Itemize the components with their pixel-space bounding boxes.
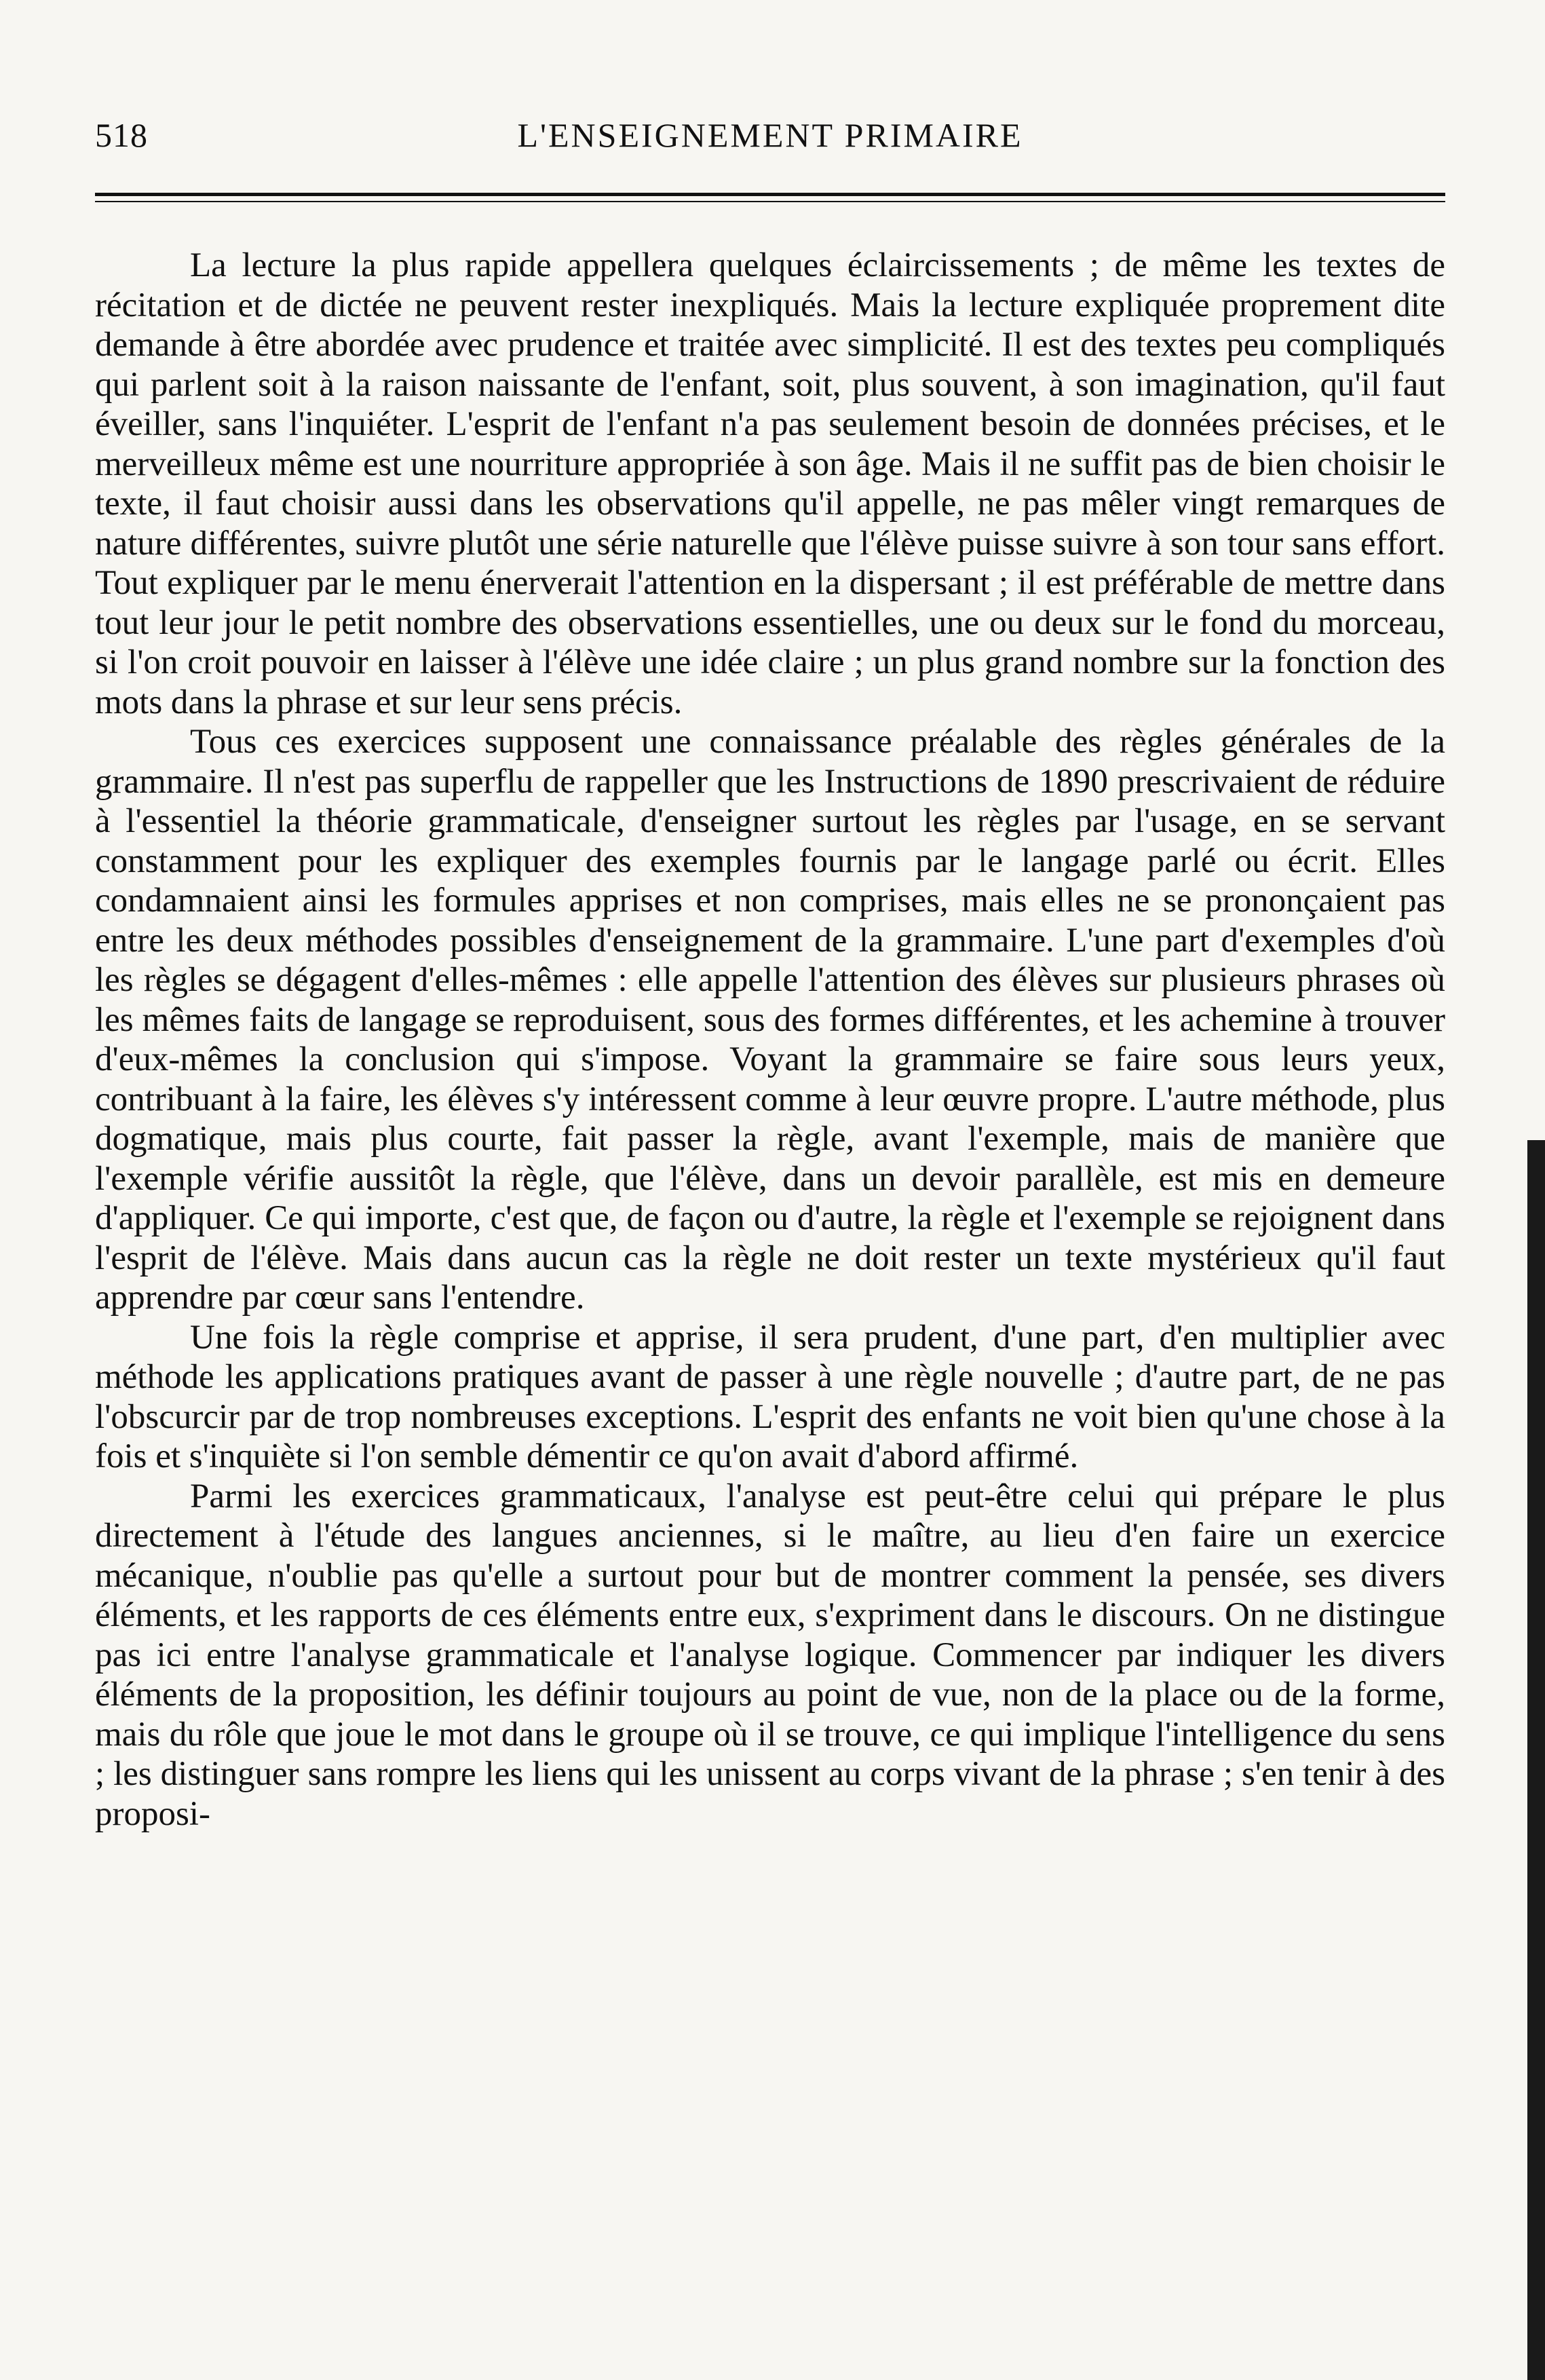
paragraph: Tous ces exercices supposent une connaissance préalable des règles générales de la grammaire. Il n'est pas superflu de rappeller que les Instructions de 1890 prescrivaient de réduire à l'essentiel la théorie grammaticale, d'enseigner surtout les règles par l'usage, en se servant constamment pour les expliquer des exemples fournis par le langage parlé ou écrit. Elles condamnaient ainsi les formules apprises et non comprises, mais elles ne se prononçaient pas entre les deux méthodes possibles d'enseignement de la grammaire. L'une part d'exemples d'où les règles se dégagent d'elles-mêmes : elle appelle l'attention des élèves sur plusieurs phrases où les mêmes faits de langage se reproduisent, sous des formes différentes, et les achemine à trouver d'eux-mêmes la conclusion qui s'impose. Voyant la grammaire se faire sous leurs yeux, contribuant à la faire, les élèves s'y intéressent comme à leur œuvre propre. L'autre méthode, plus dogmatique, mais plus courte, fait passer la règle, avant l'exemple, mais de manière que l'exemple vérifie aussitôt la règle, que l'élève, dans un devoir parallèle, est mis en demeure d'appliquer. Ce qui importe, c'est que, de façon ou d'autre, la règle et l'exemple se rejoignent dans l'esprit de l'élève. Mais dans aucun cas la règle ne doit rester un texte mystérieux qu'il faut apprendre par cœur sans l'entendre.	[95, 723, 1445, 1317]
running-title: L'ENSEIGNEMENT PRIMAIRE	[517, 116, 1023, 154]
header-rule-thick	[95, 193, 1445, 196]
scan-edge-shadow	[1527, 1140, 1545, 2380]
paragraph: Parmi les exercices grammaticaux, l'analyse est peut-être celui qui prépare le plus directement à l'étude des langues anciennes, si le maître, au lieu d'en faire un exercice mécanique, n'oublie pas qu'elle a surtout pour but de montrer comment la pensée, ses divers éléments, et les rapports de ces éléments entre eux, s'expriment dans le discours. On ne distingue pas ici entre l'analyse grammaticale et l'analyse logique. Commencer par indiquer les divers éléments de la proposition, les définir toujours au point de vue, non de la place ou de la forme, mais du rôle que joue le mot dans le groupe où il se trouve, ce qui implique l'intelligence du sens ; les distinguer sans rompre les liens qui les unissent au corps vivant de la phrase ; s'en tenir à des proposi-	[95, 1477, 1445, 1833]
page-header	[95, 115, 1445, 170]
paragraph: Une fois la règle comprise et apprise, il sera prudent, d'une part, d'en multiplier avec méthode les applications pratiques avant de passer à une règle nouvelle ; d'autre part, de ne pas l'obscurcir par de trop nombreuses exceptions. L'esprit des enfants ne voit bien qu'une chose à la fois et s'inquiète si l'on semble démentir ce qu'on avait d'abord affirmé.	[95, 1318, 1445, 1475]
paragraph: La lecture la plus rapide appellera quelques éclaircissements ; de même les textes de récitation et de dictée ne peuvent rester inexpliqués. Mais la lecture expliquée proprement dite demande à être abordée avec prudence et traitée avec simplicité. Il est des textes peu compliqués qui parlent soit à la raison naissante de l'enfant, soit, plus souvent, à son imagination, qu'il faut éveiller, sans l'inquiéter. L'esprit de l'enfant n'a pas seulement besoin de données précises, et le merveilleux même est une nourriture appropriée à son âge. Mais il ne suffit pas de bien choisir le texte, il faut choisir aussi dans les observations qu'il appelle, ne pas mêler vingt remarques de nature différentes, suivre plutôt une série naturelle que l'élève puisse suivre à son tour sans effort. Tout expliquer par le menu énerverait l'attention en la dispersant ; il est préférable de mettre dans tout leur jour le petit nombre des observations essentielles, une ou deux sur le fond du morceau, si l'on croit pouvoir en laisser à l'élève une idée claire ; un plus grand nombre sur la fonction des mots dans la phrase et sur leur sens précis.	[95, 246, 1445, 721]
header-rule-thin	[95, 201, 1445, 202]
body-text	[95, 246, 1445, 1834]
page-number: 518	[95, 116, 148, 154]
